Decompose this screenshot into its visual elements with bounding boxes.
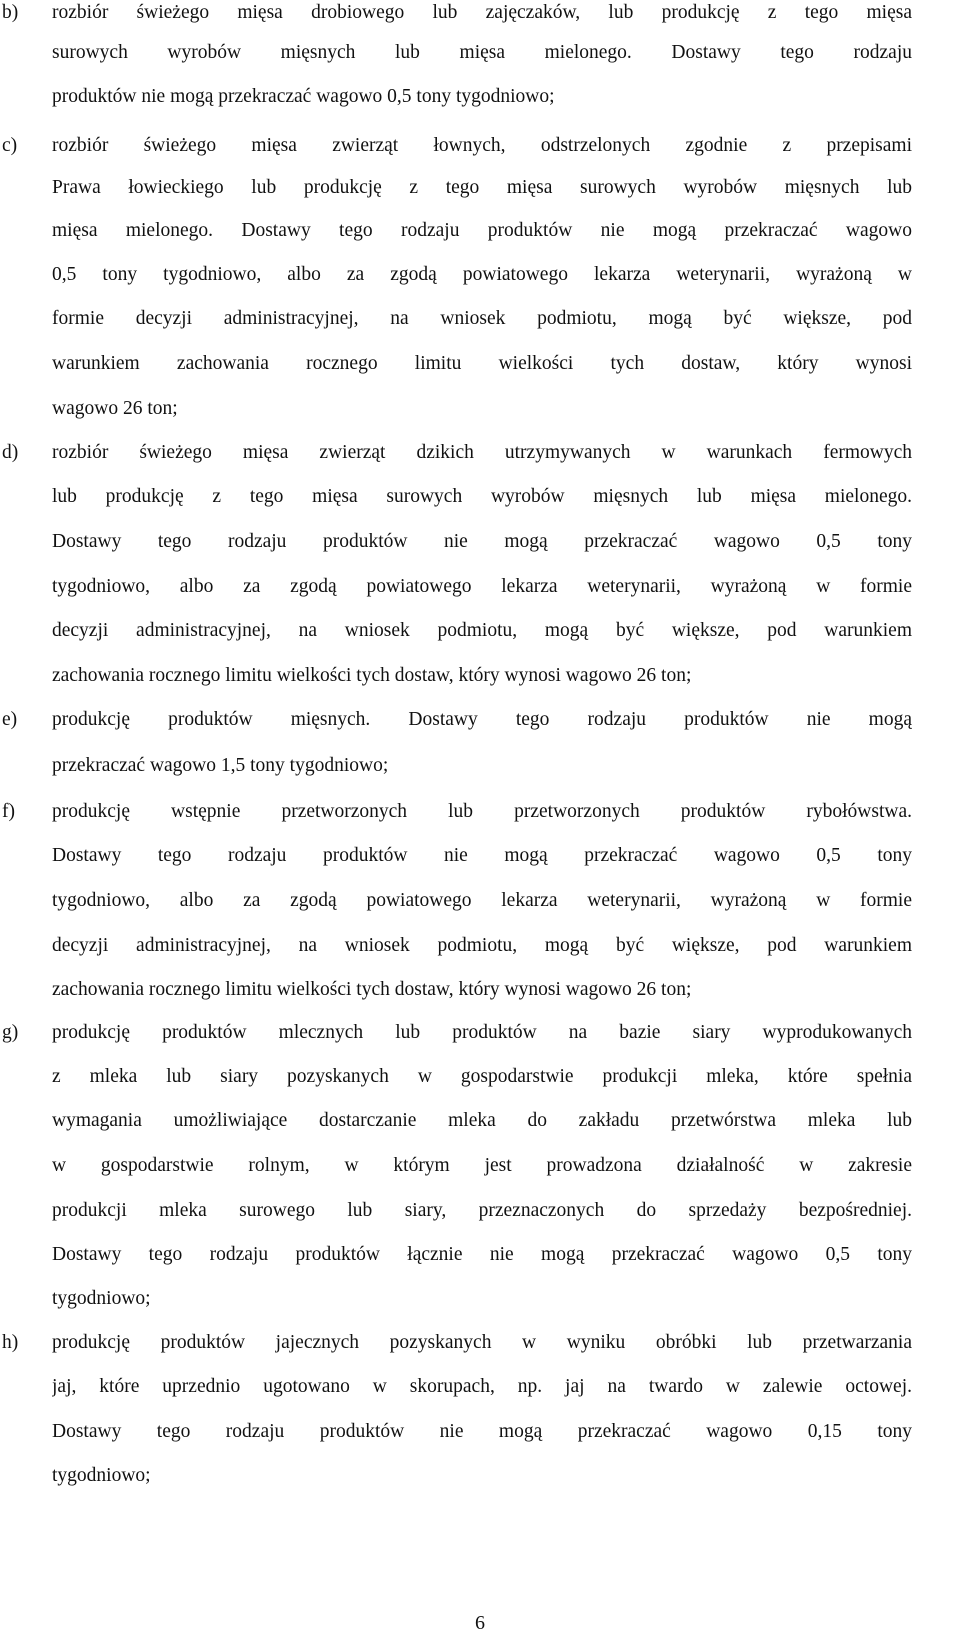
text-line: produkcję wstępnie przetworzonych lub przetworzonych produktów rybołówstwa.: [52, 801, 912, 822]
text-line: wymagania umożliwiające dostarczanie mleka do zakładu przetwórstwa mleka lub: [52, 1110, 912, 1131]
list-marker: d): [2, 442, 19, 463]
text-line: tygodniowo, albo za zgodą powiatowego lekarza weterynarii, wyrażoną w formie: [52, 576, 912, 597]
text-line: produktów nie mogą przekraczać wagowo 0,5 tony tygodniowo;: [52, 86, 555, 107]
text-line: decyzji administracyjnej, na wniosek podmiotu, mogą być większe, pod warunkiem: [52, 620, 912, 641]
text-line: Prawa łowieckiego lub produkcję z tego mięsa surowych wyrobów mięsnych lub: [52, 177, 912, 198]
text-line: produkcję produktów mlecznych lub produktów na bazie siary wyprodukowanych: [52, 1022, 912, 1043]
text-line: rozbiór świeżego mięsa zwierząt łownych, odstrzelonych zgodnie z przepisami: [52, 135, 912, 156]
text-line: Dostawy tego rodzaju produktów nie mogą przekraczać wagowo 0,15 tony: [52, 1421, 912, 1442]
text-line: jaj, które uprzednio ugotowano w skorupach, np. jaj na twardo w zalewie octowej.: [52, 1376, 912, 1397]
text-line: rozbiór świeżego mięsa drobiowego lub zajęczaków, lub produkcję z tego mięsa: [52, 2, 912, 23]
text-line: mięsa mielonego. Dostawy tego rodzaju produktów nie mogą przekraczać wagowo: [52, 220, 912, 241]
text-line: zachowania rocznego limitu wielkości tych dostaw, który wynosi wagowo 26 ton;: [52, 665, 692, 686]
list-marker: g): [2, 1022, 19, 1043]
text-line: w gospodarstwie rolnym, w którym jest prowadzona działalność w zakresie: [52, 1155, 912, 1176]
text-line: Dostawy tego rodzaju produktów nie mogą przekraczać wagowo 0,5 tony: [52, 531, 912, 552]
text-line: tygodniowo, albo za zgodą powiatowego lekarza weterynarii, wyrażoną w formie: [52, 890, 912, 911]
text-line: produkcję produktów mięsnych. Dostawy tego rodzaju produktów nie mogą: [52, 709, 912, 730]
page-number: 6: [475, 1612, 485, 1634]
list-marker: c): [2, 135, 18, 156]
text-line: formie decyzji administracyjnej, na wniosek podmiotu, mogą być większe, pod: [52, 308, 912, 329]
text-line: z mleka lub siary pozyskanych w gospodarstwie produkcji mleka, które spełnia: [52, 1066, 912, 1087]
text-line: tygodniowo;: [52, 1465, 151, 1486]
text-line: tygodniowo;: [52, 1288, 151, 1309]
text-line: 0,5 tony tygodniowo, albo za zgodą powiatowego lekarza weterynarii, wyrażoną w: [52, 264, 912, 285]
text-line: rozbiór świeżego mięsa zwierząt dzikich utrzymywanych w warunkach fermowych: [52, 442, 912, 463]
text-line: warunkiem zachowania rocznego limitu wielkości tych dostaw, który wynosi: [52, 353, 912, 374]
list-marker: b): [2, 2, 19, 23]
text-line: zachowania rocznego limitu wielkości tych dostaw, który wynosi wagowo 26 ton;: [52, 979, 692, 1000]
text-line: Dostawy tego rodzaju produktów nie mogą przekraczać wagowo 0,5 tony: [52, 845, 912, 866]
text-line: wagowo 26 ton;: [52, 398, 178, 419]
text-line: Dostawy tego rodzaju produktów łącznie nie mogą przekraczać wagowo 0,5 tony: [52, 1244, 912, 1265]
list-marker: e): [2, 709, 18, 730]
list-marker: h): [2, 1332, 19, 1353]
list-marker: f): [2, 801, 15, 822]
text-line: lub produkcję z tego mięsa surowych wyrobów mięsnych lub mięsa mielonego.: [52, 486, 912, 507]
text-line: decyzji administracyjnej, na wniosek podmiotu, mogą być większe, pod warunkiem: [52, 935, 912, 956]
text-line: produkcji mleka surowego lub siary, przeznaczonych do sprzedaży bezpośredniej.: [52, 1200, 912, 1221]
text-line: surowych wyrobów mięsnych lub mięsa mielonego. Dostawy tego rodzaju: [52, 42, 912, 63]
text-line: przekraczać wagowo 1,5 tony tygodniowo;: [52, 755, 389, 776]
text-line: produkcję produktów jajecznych pozyskanych w wyniku obróbki lub przetwarzania: [52, 1332, 912, 1353]
